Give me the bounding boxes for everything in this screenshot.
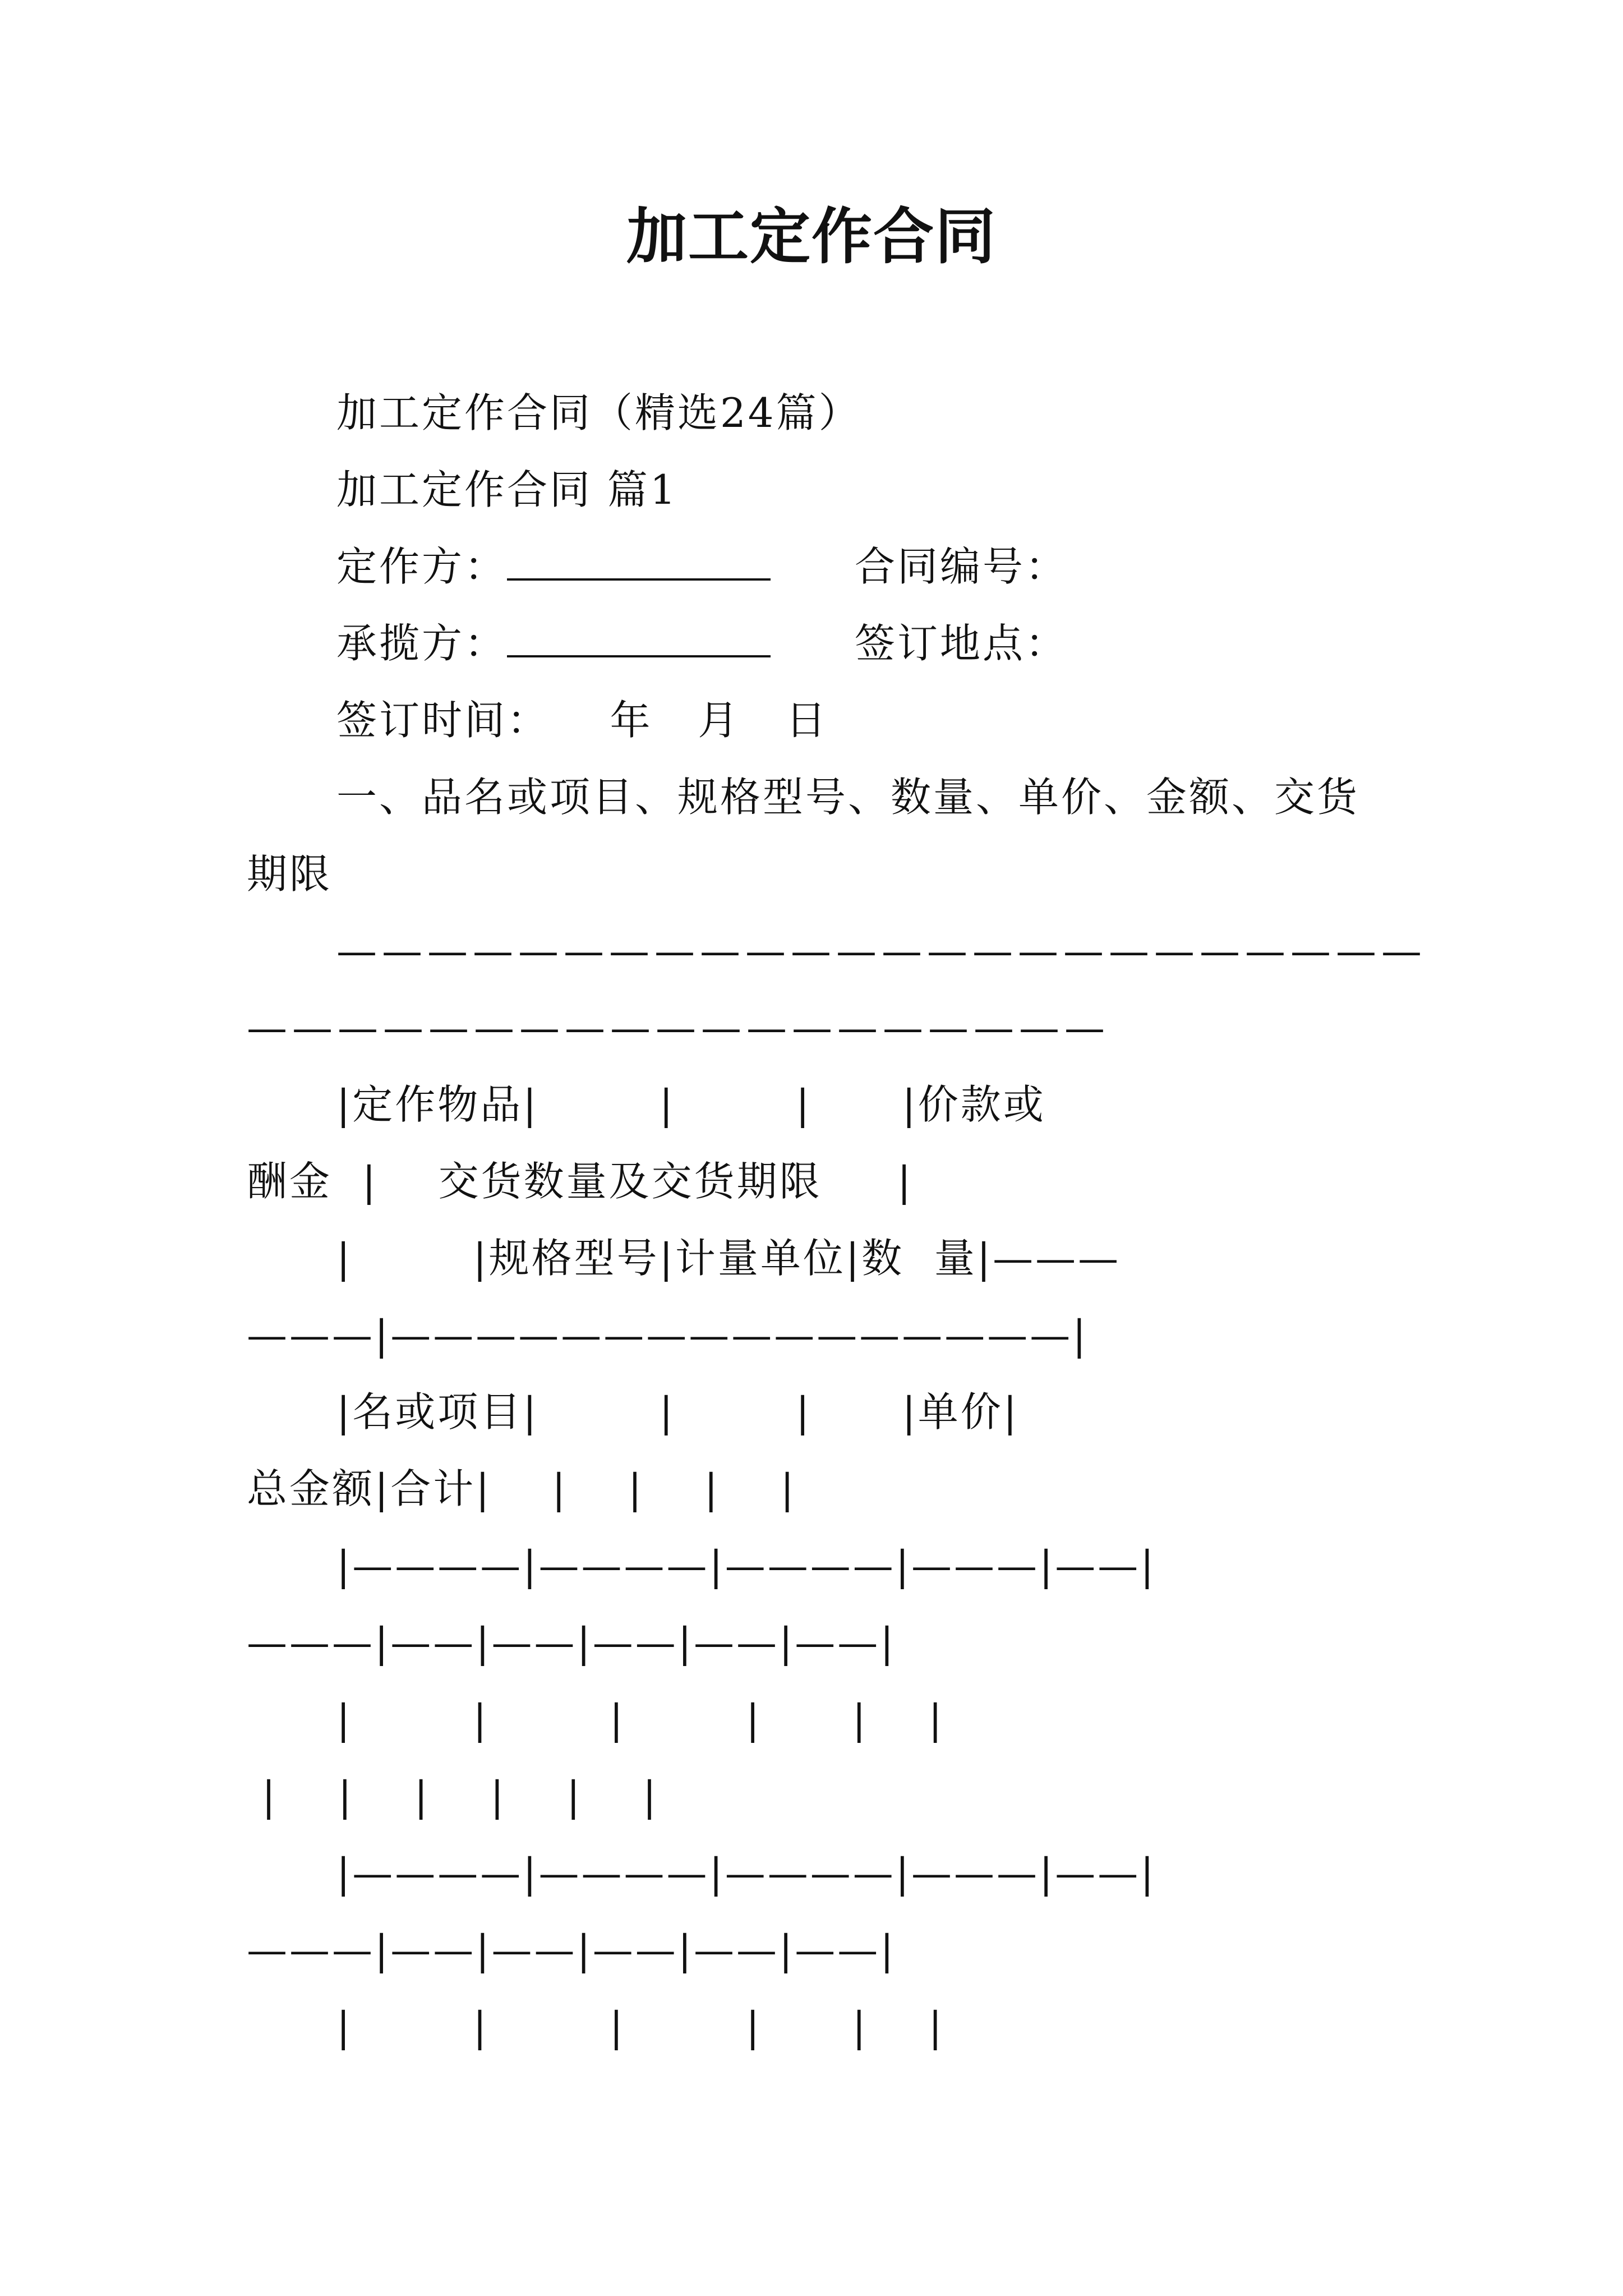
table-separator: |————|————|————|———|——| (336, 1542, 1156, 1589)
table-separator: |————|————|————|———|——| (336, 1849, 1156, 1897)
document-title: 加工定作合同 (626, 201, 997, 272)
party-a-label: 定作方： (336, 543, 508, 590)
table-separator-cont: ———|——|——|——|——|——| (247, 1926, 896, 1973)
signing-place-label: 签订地点： (855, 620, 1068, 667)
table-empty-row: | | | | | | (336, 1696, 944, 1743)
section-heading: 加工定作合同 篇1 (336, 466, 678, 513)
table-rule: ———————————————————————— (336, 927, 1427, 974)
table-separator-cont: ———|——|——|——|——|——| (247, 1619, 896, 1666)
signing-date-line: 签订时间： 年 月 日 (336, 697, 828, 744)
party-b-label: 承揽方： (336, 620, 508, 667)
table-header-row-1-cont: 酬金 | 交货数量及交货期限 | (247, 1158, 914, 1205)
contract-number-label: 合同编号： (855, 543, 1068, 590)
party-a-blank (507, 575, 771, 581)
table-header-row-3-cont: 总金额|合计| | | | | (247, 1465, 796, 1512)
table-header-row-2-cont: ———|————————————————| (247, 1312, 1089, 1359)
table-empty-row: | | | | | | (336, 2003, 944, 2050)
clause-1-heading-cont: 期限 (247, 850, 333, 898)
clause-1-heading: 一、品名或项目、规格型号、数量、单价、金额、交货 (336, 774, 1360, 821)
party-b-row (336, 615, 1068, 671)
table-header-row-1: |定作物品| | | |价款或 (336, 1081, 1046, 1128)
table-header-row-2: | |规格型号|计量单位|数 量|——— (336, 1235, 1121, 1282)
party-a-row (336, 539, 1068, 595)
party-b-blank (507, 652, 771, 657)
table-empty-row-cont: | | | | | | (247, 1773, 659, 1820)
table-rule-cont: ——————————————————— (247, 1004, 1110, 1051)
subtitle-line: 加工定作合同（精选24篇） (336, 389, 861, 436)
table-header-row-3: |名或项目| | | |单价| (336, 1388, 1020, 1435)
